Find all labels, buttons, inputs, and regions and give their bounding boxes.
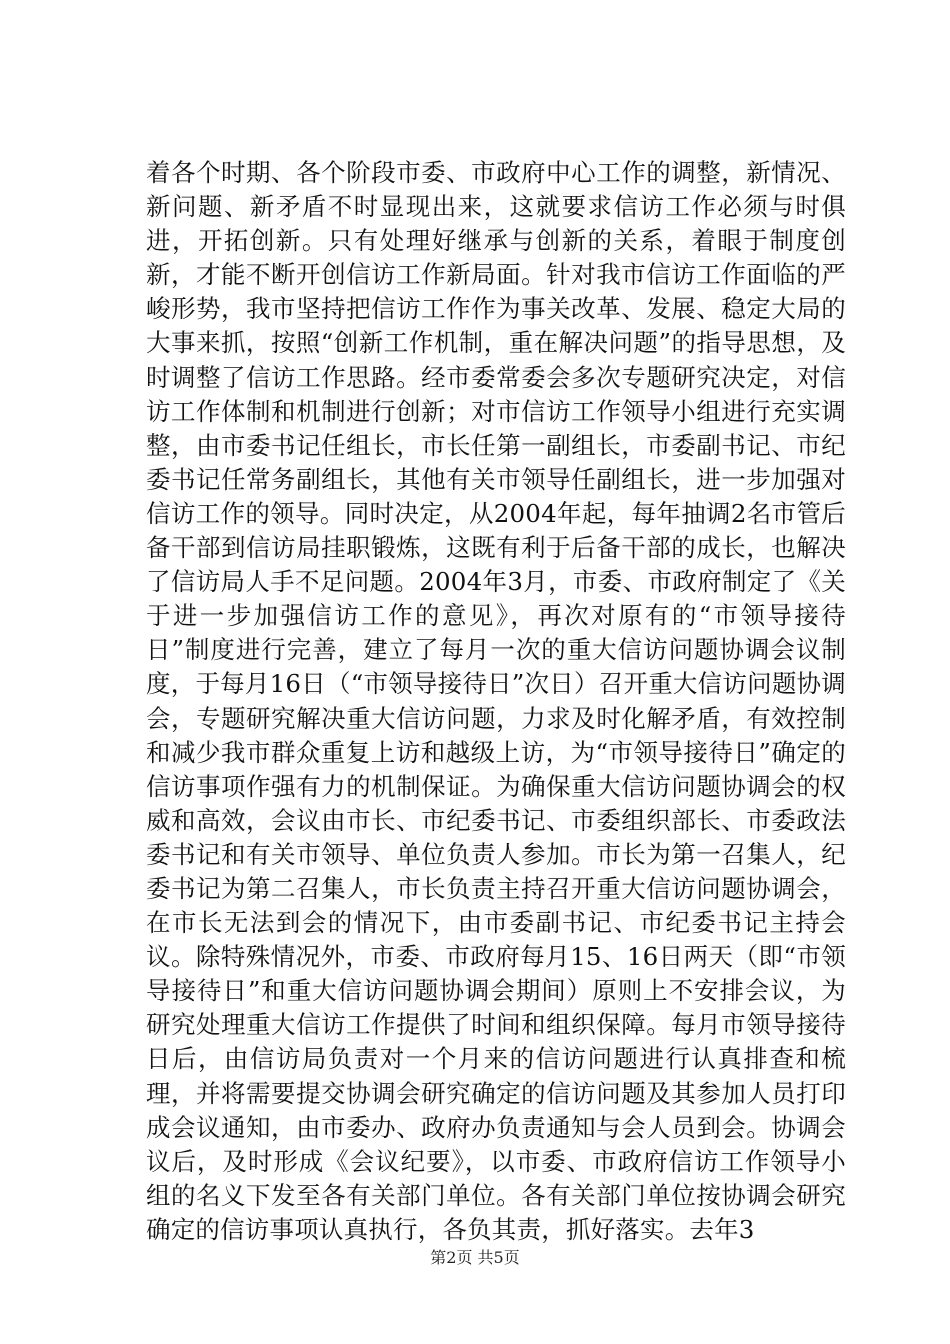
body-paragraph: 着各个时期、各个阶段市委、市政府中心工作的调整，新情况、新问题、新矛盾不时显现出来，这就要求信访工作必须与时俱进，开拓创新。只有处理好继承与创新的关系，着眼于制度创新，才能不断开创信访工作新局面。针对我市信访工作面临的严峻形势，我市坚持把信访工作作为事关改革、发展、稳定大局的大事来抓，按照“创新工作机制，重在解决问题”的指导思想，及时调整了信访工作思路。经市委常委会多次专题研究决定，对信访工作体制和机制进行创新；对市信访工作领导小组进行充实调整，由市委书记任组长，市长任第一副组长，市委副书记、市纪委书记任常务副组长，其他有关市领导任副组长，进一步加强对信访工作的领导。同时决定，从2004年起，每年抽调2名市管后备干部到信访局挂职锻炼，这既有利于后备干部的成长，也解决了信访局人手不足问题。2004年3月，市委、市政府制定了《关于进一步加强信访工作的意见》，再次对原有的“市领导接待日”制度进行完善，建立了每月一次的重大信访问题协调会议制度，于每月16日（“市领导接待日”次日）召开重大信访问题协调会，专题研究解决重大信访问题，力求及时化解矛盾，有效控制和减少我市群众重复上访和越级上访，为“市领导接待日”确定的信访事项作强有力的机制保证。为确保重大信访问题协调会的权威和高效，会议由市长、市纪委书记、市委组织部长、市委政法委书记和有关市领导、单位负责人参加。市长为第一召集人，纪委书记为第二召集人，市长负责主持召开重大信访问题协调会，在市长无法到会的情况下，由市委副书记、市纪委书记主持会议。除特殊情况外，市委、市政府每月15、16日两天（即“市领导接待日”和重大信访问题协调会期间）原则上不安排会议，为研究处理重大信访工作提供了时间和组织保障。每月市领导接待日后，由信访局负责对一个月来的信访问题进行认真排查和梳理，并将需要提交协调会研究确定的信访问题及其参加人员打印成会议通知，由市委办、政府办负责通知与会人员到会。协调会议后，及时形成《会议纪要》，以市委、市政府信访工作领导小组的名义下发至各有关部门单位。各有关部门单位按协调会研究确定的信访事项认真执行，各负其责，抓好落实。去年3 (146, 158, 846, 1244)
page-footer: 第2页 共5页 (430, 1248, 520, 1267)
